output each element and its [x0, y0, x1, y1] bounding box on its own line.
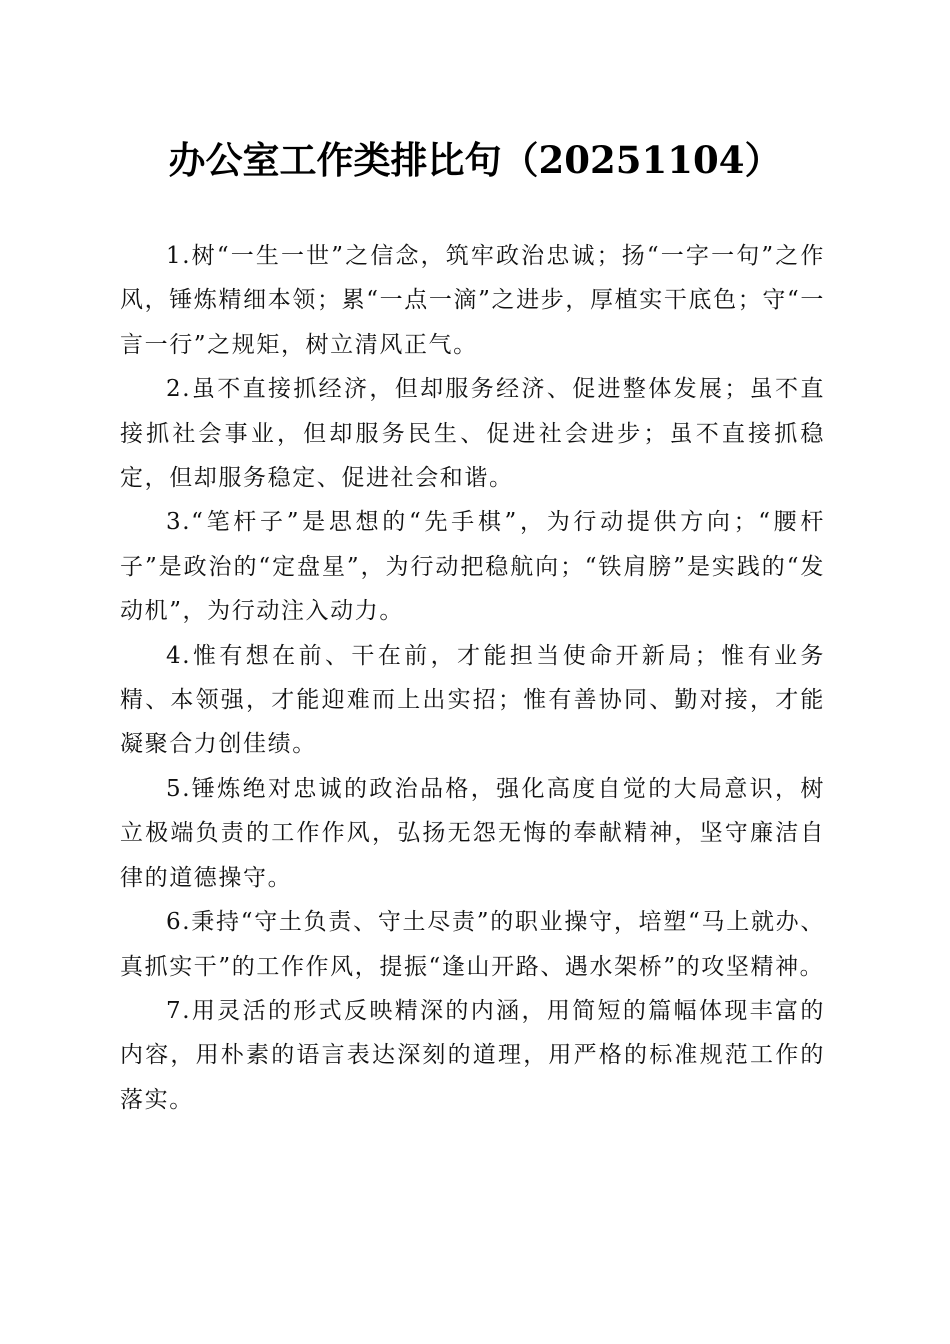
paragraph-1: 1.树“一生一世”之信念，筑牢政治忠诚；扬“一字一句”之作风，锤炼精细本领；累“一点一滴”之进步，厚植实干底色；守“一言一行”之规矩，树立清风正气。	[120, 243, 825, 358]
document-body	[120, 234, 825, 1122]
paragraph-2: 2.虽不直接抓经济，但却服务经济、促进整体发展；虽不直接抓社会事业，但却服务民生、促进社会进步；虽不直接抓稳定，但却服务稳定、促进社会和谐。	[120, 376, 825, 492]
document-title: 办公室工作类排比句（20251104）	[168, 138, 782, 182]
paragraph-5: 5.锤炼绝对忠诚的政治品格，强化高度自觉的大局意识，树立极端负责的工作作风，弘扬无怨无悔的奉献精神，坚守廉洁自律的道德操守。	[120, 775, 825, 891]
paragraph-3: 3.“笔杆子”是思想的“先手棋”，为行动提供方向；“腰杆子”是政治的“定盘星”，为行动把稳航向；“铁肩膀”是实践的“发动机”，为行动注入动力。	[120, 509, 825, 625]
paragraph-7: 7.用灵活的形式反映精深的内涵，用简短的篇幅体现丰富的内容，用朴素的语言表达深刻的道理，用严格的标准规范工作的落实。	[120, 997, 825, 1113]
paragraph-6: 6.秉持“守土负责、守土尽责”的职业操守，培塑“马上就办、真抓实干”的工作作风，提振“逢山开路、遇水架桥”的攻坚精神。	[120, 909, 825, 980]
paragraph-4: 4.惟有想在前、干在前，才能担当使命开新局；惟有业务精、本领强，才能迎难而上出实招；惟有善协同、勤对接，才能凝聚合力创佳绩。	[120, 642, 825, 758]
